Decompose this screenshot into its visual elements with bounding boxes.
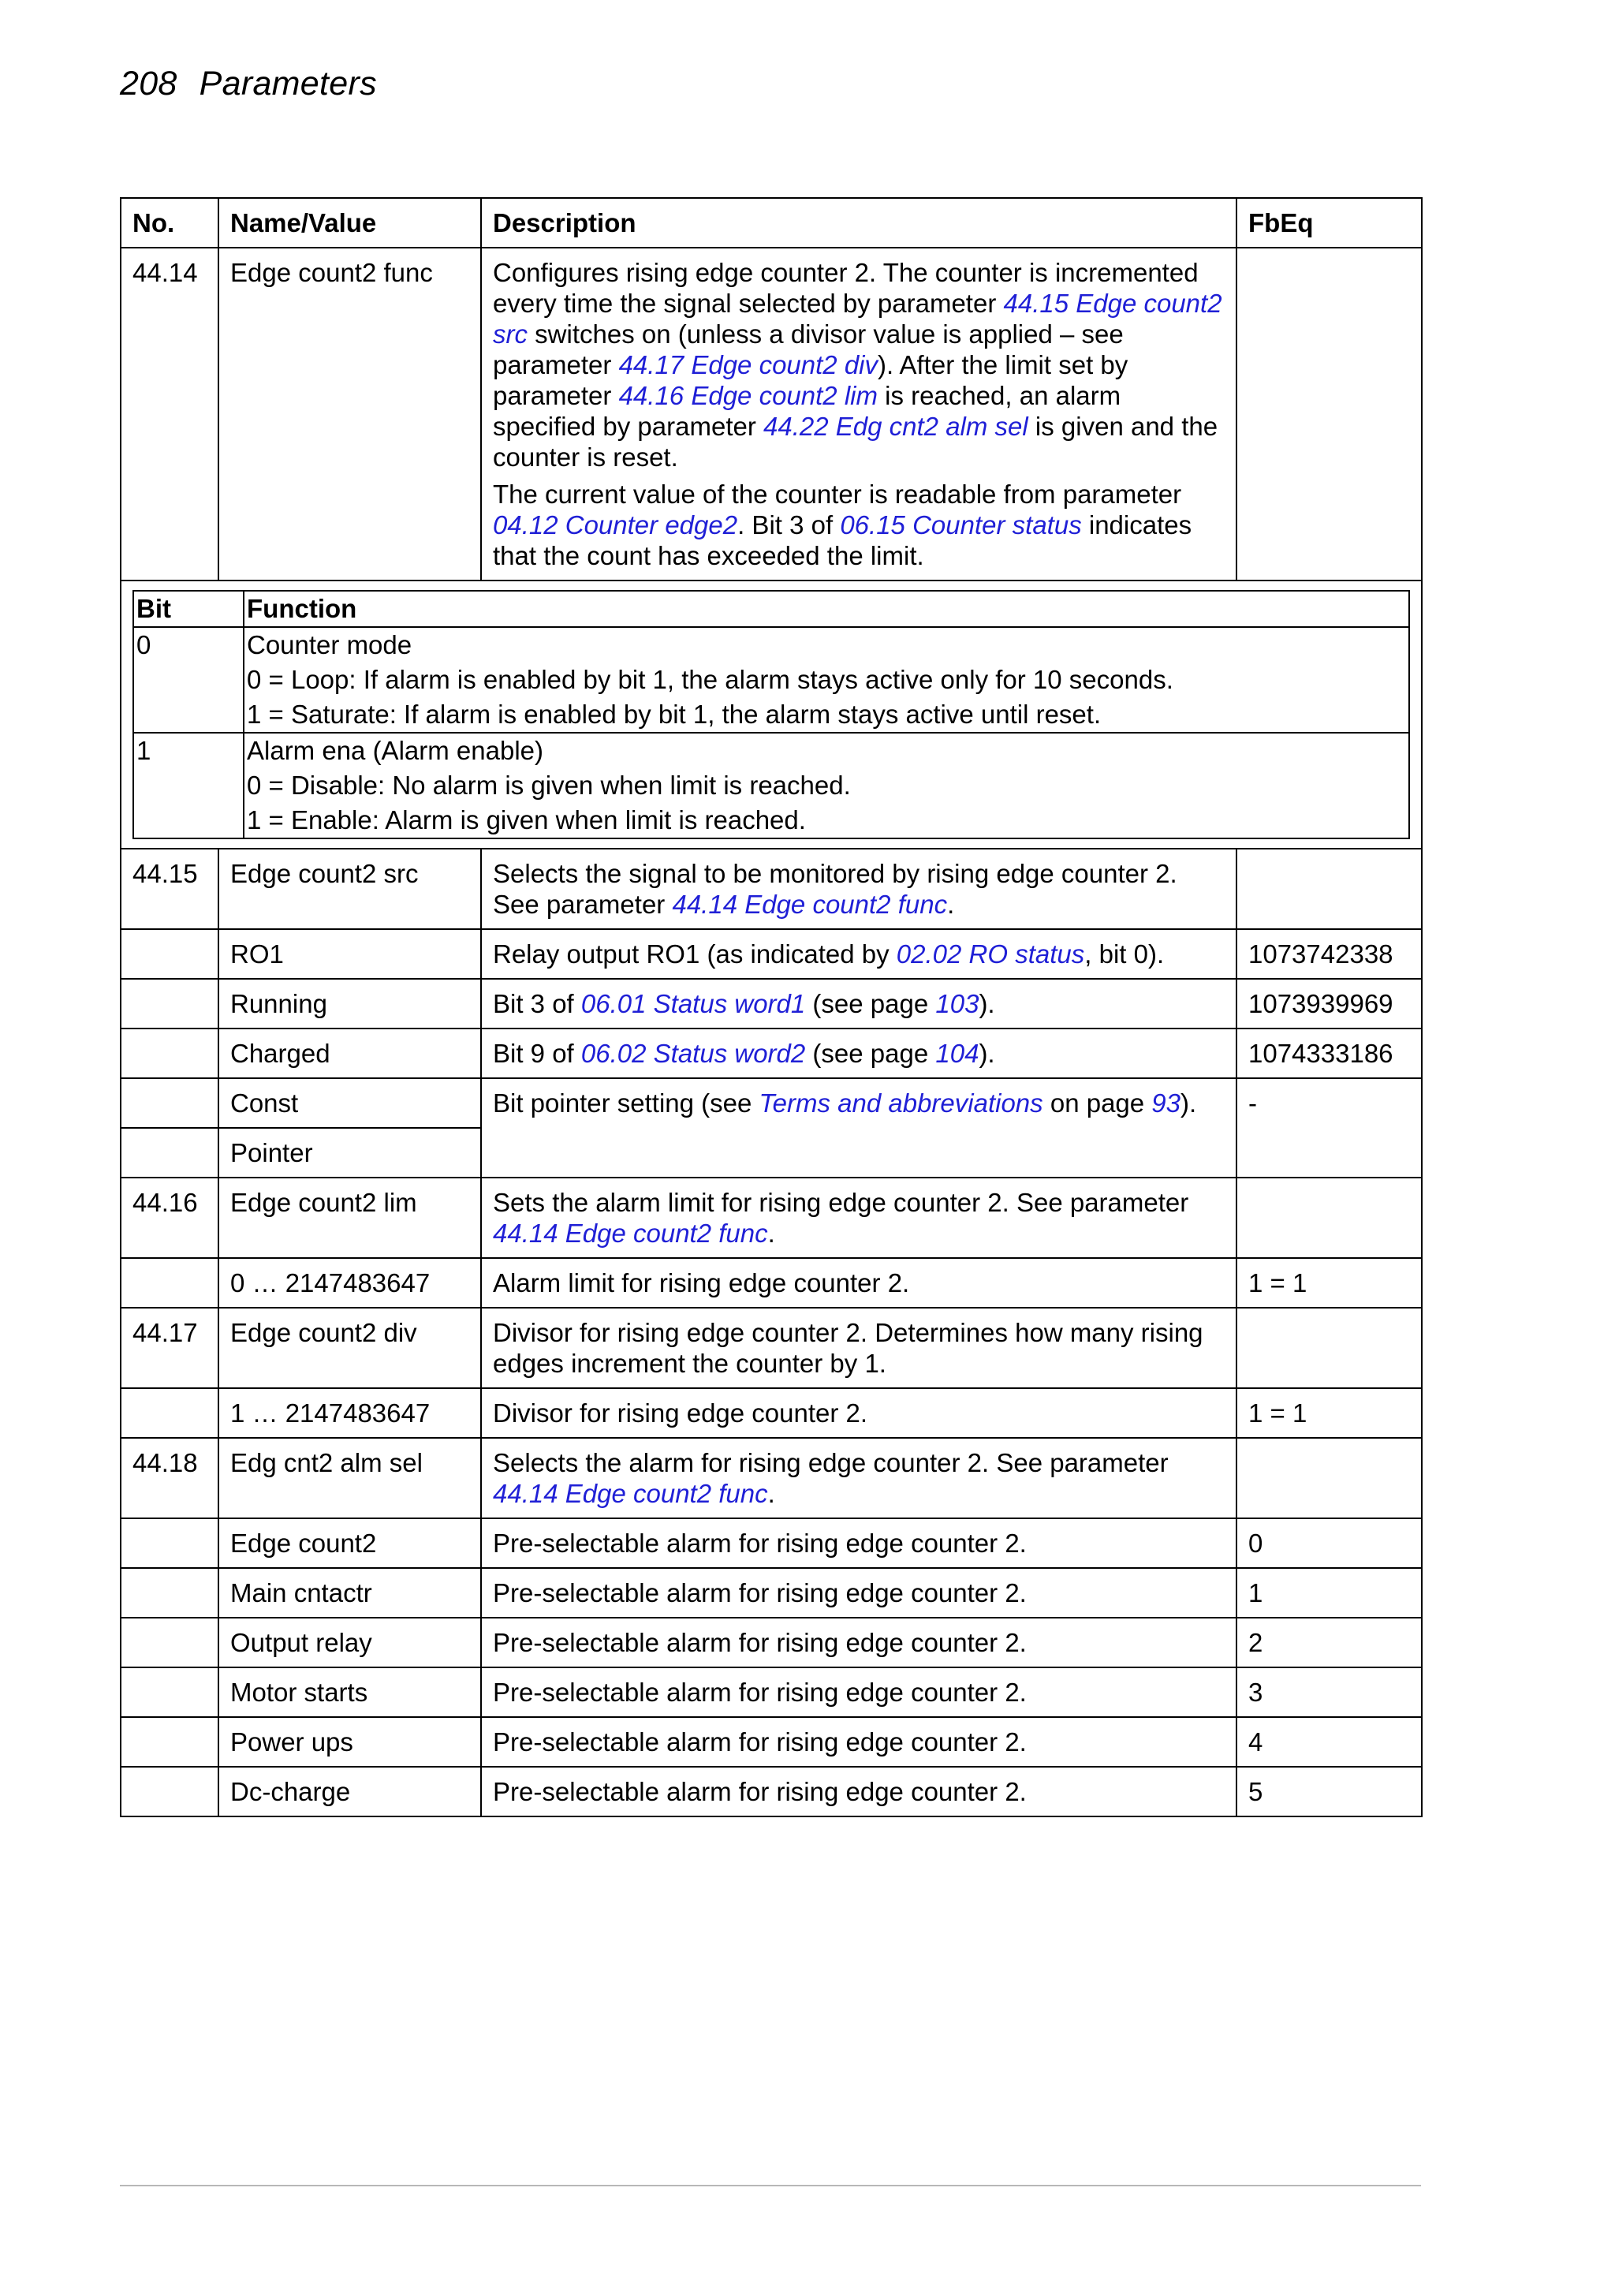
desc-text: ).	[1180, 1088, 1197, 1118]
desc-text: Relay output RO1 (as indicated by	[493, 939, 897, 969]
value-fbeq: 1073742338	[1236, 929, 1422, 979]
desc-text: (see page	[805, 1039, 936, 1068]
value-name: Const	[218, 1078, 481, 1128]
param-no	[121, 1029, 218, 1078]
value-name: Dc-charge	[218, 1767, 481, 1816]
desc-text: ).	[979, 989, 995, 1018]
table-header-row	[121, 198, 1422, 248]
section-title: Parameters	[199, 65, 377, 103]
value-description	[481, 929, 1236, 979]
param-fbeq	[1236, 1438, 1422, 1518]
table-row	[121, 1078, 1422, 1128]
table-row	[121, 1518, 1422, 1568]
bit-number: 0	[133, 627, 244, 733]
table-row	[121, 1029, 1422, 1078]
value-fbeq: 5	[1236, 1767, 1422, 1816]
desc-text: switches on (unless a divisor value is applied – see parameter	[493, 319, 1124, 379]
param-no	[121, 1518, 218, 1568]
value-description	[481, 979, 1236, 1029]
param-no	[121, 1568, 218, 1618]
table-row	[121, 1667, 1422, 1717]
table-row	[121, 1388, 1422, 1438]
table-row	[121, 929, 1422, 979]
value-fbeq: 1074333186	[1236, 1029, 1422, 1078]
desc-text: is given and the counter is reset.	[493, 412, 1218, 472]
bit-function-line: 1 = Saturate: If alarm is enabled by bit 1, the alarm stays active until reset.	[247, 700, 1102, 729]
value-description: Pre-selectable alarm for rising edge counter 2.	[481, 1767, 1236, 1816]
desc-text: Bit 9 of	[493, 1039, 581, 1068]
value-description: Alarm limit for rising edge counter 2.	[481, 1258, 1236, 1308]
table-row	[121, 248, 1422, 581]
desc-text: Selects the alarm for rising edge counter 2. See parameter	[493, 1448, 1169, 1477]
column-header-name: Name/Value	[218, 198, 481, 248]
table-row	[121, 1258, 1422, 1308]
desc-text: (see page	[805, 989, 936, 1018]
param-description	[481, 849, 1236, 929]
page-link[interactable]: 104	[935, 1039, 979, 1068]
bit-function-line: Counter mode	[247, 630, 412, 659]
param-link[interactable]: 06.15 Counter status	[840, 510, 1082, 539]
param-link[interactable]: 44.14 Edge count2 func	[493, 1219, 768, 1248]
param-description	[481, 1178, 1236, 1258]
value-fbeq: 3	[1236, 1667, 1422, 1717]
value-description: Pre-selectable alarm for rising edge counter 2.	[481, 1518, 1236, 1568]
desc-text: indicates that the count has exceeded the limit.	[493, 510, 1192, 570]
value-name: Running	[218, 979, 481, 1029]
desc-text: on page	[1042, 1088, 1152, 1118]
desc-text: Bit pointer setting (see	[493, 1088, 759, 1118]
value-name: Edge count2	[218, 1518, 481, 1568]
value-description: Pre-selectable alarm for rising edge counter 2.	[481, 1667, 1236, 1717]
page-link[interactable]: 103	[935, 989, 979, 1018]
desc-text: Sets the alarm limit for rising edge counter 2. See parameter	[493, 1188, 1189, 1217]
table-row	[121, 1308, 1422, 1388]
value-fbeq: 2	[1236, 1618, 1422, 1667]
param-fbeq	[1236, 248, 1422, 581]
bit-function	[244, 733, 1409, 838]
value-description: Pre-selectable alarm for rising edge counter 2.	[481, 1618, 1236, 1667]
param-name: Edge count2 lim	[218, 1178, 481, 1258]
table-row	[121, 1568, 1422, 1618]
param-no	[121, 1128, 218, 1178]
value-fbeq: 1	[1236, 1568, 1422, 1618]
param-link[interactable]: 44.17 Edge count2 div	[618, 350, 878, 379]
footer-divider	[120, 2185, 1421, 2186]
param-no: 44.18	[121, 1438, 218, 1518]
param-no: 44.15	[121, 849, 218, 929]
bit-row	[133, 627, 1409, 733]
value-description: Pre-selectable alarm for rising edge counter 2.	[481, 1717, 1236, 1767]
column-header-fbeq: FbEq	[1236, 198, 1422, 248]
param-name: Edg cnt2 alm sel	[218, 1438, 481, 1518]
param-no	[121, 1388, 218, 1438]
param-fbeq	[1236, 1178, 1422, 1258]
param-fbeq	[1236, 849, 1422, 929]
bit-number: 1	[133, 733, 244, 838]
param-link[interactable]: 44.16 Edge count2 lim	[618, 381, 878, 410]
bit-function-line: 0 = Disable: No alarm is given when limit is reached.	[247, 771, 851, 800]
param-link[interactable]: 44.14 Edge count2 func	[672, 890, 948, 919]
param-no	[121, 979, 218, 1029]
desc-text: Configures rising edge counter 2. The counter is incremented every time the signal selected by parameter	[493, 258, 1199, 318]
value-name: Main cntactr	[218, 1568, 481, 1618]
table-row	[121, 849, 1422, 929]
param-no	[121, 1667, 218, 1717]
param-name: Edge count2 func	[218, 248, 481, 581]
desc-text: .	[767, 1219, 775, 1248]
page-link[interactable]: 93	[1151, 1088, 1181, 1118]
desc-text: is reached, an alarm specified by parameter	[493, 381, 1121, 441]
param-name: Edge count2 src	[218, 849, 481, 929]
function-header: Function	[244, 591, 1409, 627]
value-fbeq: 1073939969	[1236, 979, 1422, 1029]
value-description: Pre-selectable alarm for rising edge counter 2.	[481, 1568, 1236, 1618]
bit-row	[133, 733, 1409, 838]
param-description	[481, 1438, 1236, 1518]
table-row	[121, 1618, 1422, 1667]
desc-text: ). After the limit set by parameter	[493, 350, 1128, 410]
param-fbeq	[1236, 1308, 1422, 1388]
table-row	[121, 1178, 1422, 1258]
bit-function	[244, 627, 1409, 733]
desc-text: Selects the signal to be monitored by rising edge counter 2. See parameter	[493, 859, 1177, 919]
page-number: 208	[120, 65, 177, 103]
value-fbeq: 1 = 1	[1236, 1388, 1422, 1438]
bit-function-line: Alarm ena (Alarm enable)	[247, 736, 543, 765]
value-description	[481, 1029, 1236, 1078]
value-fbeq: 0	[1236, 1518, 1422, 1568]
param-no	[121, 1618, 218, 1667]
value-name: 1 … 2147483647	[218, 1388, 481, 1438]
param-no: 44.16	[121, 1178, 218, 1258]
value-fbeq: 1 = 1	[1236, 1258, 1422, 1308]
desc-text: . Bit 3 of	[737, 510, 841, 539]
bit-function-table	[132, 590, 1410, 839]
bit-table-cell	[121, 581, 1422, 849]
desc-text: .	[947, 890, 955, 919]
param-no: 44.14	[121, 248, 218, 581]
column-header-no: No.	[121, 198, 218, 248]
desc-text: , bit 0).	[1084, 939, 1165, 969]
desc-text: Bit 3 of	[493, 989, 581, 1018]
param-link[interactable]: 44.14 Edge count2 func	[493, 1479, 768, 1508]
desc-text: .	[767, 1479, 775, 1508]
value-name: Motor starts	[218, 1667, 481, 1717]
param-link[interactable]: 04.12 Counter edge2	[493, 510, 738, 539]
parameter-table	[120, 197, 1423, 1817]
bit-function-line: 1 = Enable: Alarm is given when limit is reached.	[247, 805, 806, 834]
value-name: 0 … 2147483647	[218, 1258, 481, 1308]
table-row	[121, 1767, 1422, 1816]
desc-text: The current value of the counter is readable from parameter	[493, 480, 1182, 509]
value-name: Output relay	[218, 1618, 481, 1667]
bit-table-row	[121, 581, 1422, 849]
param-no	[121, 1717, 218, 1767]
value-name: Charged	[218, 1029, 481, 1078]
param-link[interactable]: 02.02 RO status	[896, 939, 1085, 969]
bit-header: Bit	[133, 591, 244, 627]
param-no	[121, 1078, 218, 1128]
table-row	[121, 979, 1422, 1029]
page-header	[120, 65, 377, 103]
param-no	[121, 1258, 218, 1308]
value-name: RO1	[218, 929, 481, 979]
value-name: Power ups	[218, 1717, 481, 1767]
param-link[interactable]: 44.22 Edg cnt2 alm sel	[763, 412, 1028, 441]
param-no	[121, 1767, 218, 1816]
param-link[interactable]: 06.01 Status word1	[580, 989, 806, 1018]
param-name: Edge count2 div	[218, 1308, 481, 1388]
bit-function-line: 0 = Loop: If alarm is enabled by bit 1, the alarm stays active only for 10 seconds.	[247, 665, 1173, 694]
column-header-description: Description	[481, 198, 1236, 248]
param-no	[121, 929, 218, 979]
section-link[interactable]: Terms and abbreviations	[759, 1088, 1043, 1118]
value-description: Divisor for rising edge counter 2.	[481, 1388, 1236, 1438]
param-description	[481, 248, 1236, 581]
desc-text: ).	[979, 1039, 995, 1068]
param-no: 44.17	[121, 1308, 218, 1388]
param-description: Divisor for rising edge counter 2. Determines how many rising edges increment the counter by 1.	[481, 1308, 1236, 1388]
value-fbeq: -	[1236, 1078, 1422, 1178]
param-link[interactable]: 06.02 Status word2	[580, 1039, 806, 1068]
table-row	[121, 1717, 1422, 1767]
table-row	[121, 1438, 1422, 1518]
value-name: Pointer	[218, 1128, 481, 1178]
value-fbeq: 4	[1236, 1717, 1422, 1767]
param-link[interactable]: 44.15 Edge count2 src	[493, 289, 1222, 349]
value-description	[481, 1078, 1236, 1178]
